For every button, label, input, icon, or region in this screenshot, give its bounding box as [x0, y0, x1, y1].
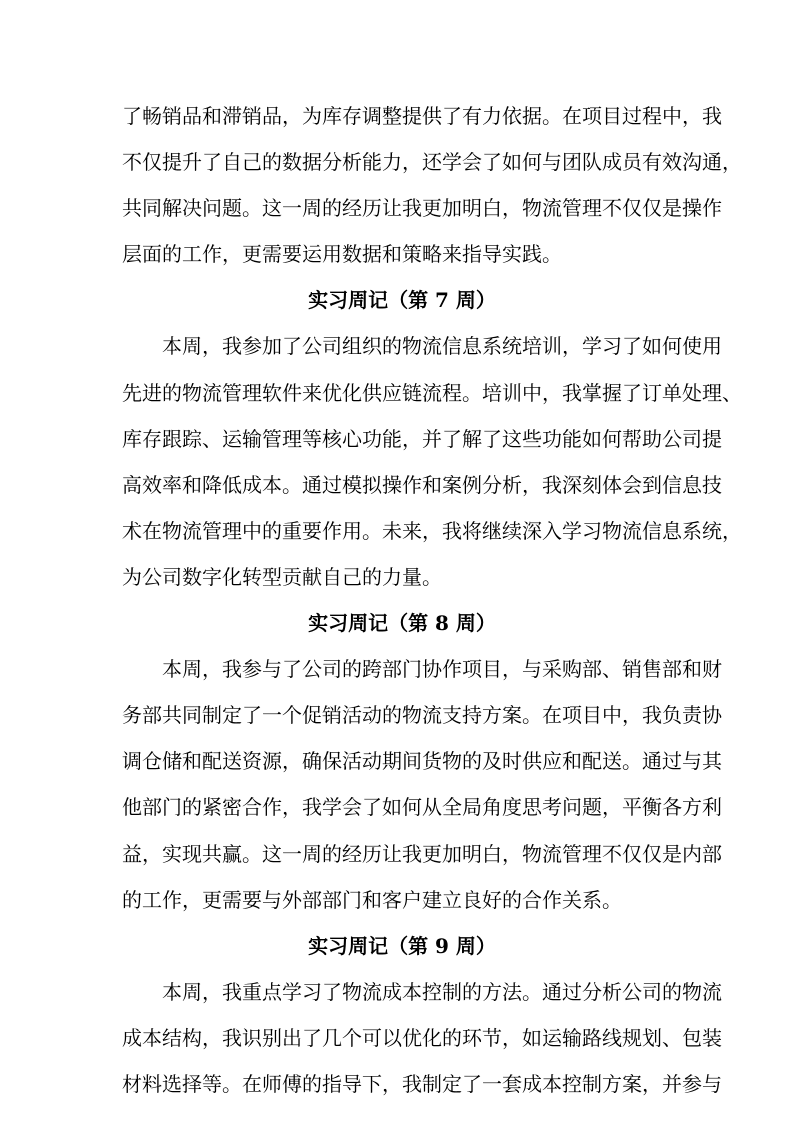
paragraph-line: 务部共同制定了一个促销活动的物流支持方案。在项目中，我负责协	[122, 703, 722, 728]
paragraph-line: 本周，我参加了公司组织的物流信息系统培训，学习了如何使用	[162, 334, 722, 359]
paragraph-line: 库存跟踪、运输管理等核心功能，并了解了这些功能如何帮助公司提	[122, 426, 722, 451]
paragraph-line: 高效率和降低成本。通过模拟操作和案例分析，我深刻体会到信息技	[122, 472, 722, 497]
paragraph-line: 他部门的紧密合作，我学会了如何从全局角度思考问题，平衡各方利	[122, 795, 722, 820]
paragraph-line: 先进的物流管理软件来优化供应链流程。培训中，我掌握了订单处理、	[122, 380, 742, 405]
paragraph-line: 共同解决问题。这一周的经历让我更加明白，物流管理不仅仅是操作	[122, 196, 722, 221]
paragraph-line: 调仓储和配送资源，确保活动期间货物的及时供应和配送。通过与其	[122, 749, 722, 774]
paragraph-line: 的工作，更需要与外部部门和客户建立良好的合作关系。	[122, 887, 622, 912]
paragraph-line: 了畅销品和滞销品，为库存调整提供了有力依据。在项目过程中，我	[122, 104, 722, 128]
section-heading-week-7: 实习周记（第 7 周）	[308, 288, 496, 313]
paragraph-line: 成本结构，我识别出了几个可以优化的环节，如运输路线规划、包装	[122, 1025, 722, 1050]
paragraph-line: 不仅提升了自己的数据分析能力，还学会了如何与团队成员有效沟通，	[122, 150, 742, 175]
paragraph-line: 益，实现共赢。这一周的经历让我更加明白，物流管理不仅仅是内部	[122, 841, 722, 866]
paragraph-line: 材料选择等。在师傅的指导下，我制定了一套成本控制方案，并参与	[122, 1072, 722, 1096]
section-heading-week-8: 实习周记（第 8 周）	[308, 611, 496, 636]
paragraph-line: 为公司数字化转型贡献自己的力量。	[122, 564, 442, 589]
paragraph-line: 术在物流管理中的重要作用。未来，我将继续深入学习物流信息系统，	[122, 518, 742, 543]
paragraph-line: 层面的工作，更需要运用数据和策略来指导实践。	[122, 242, 562, 267]
paragraph-line: 本周，我重点学习了物流成本控制的方法。通过分析公司的物流	[162, 979, 722, 1004]
section-heading-week-9: 实习周记（第 9 周）	[308, 933, 496, 958]
paragraph-line: 本周，我参与了公司的跨部门协作项目，与采购部、销售部和财	[162, 657, 722, 682]
